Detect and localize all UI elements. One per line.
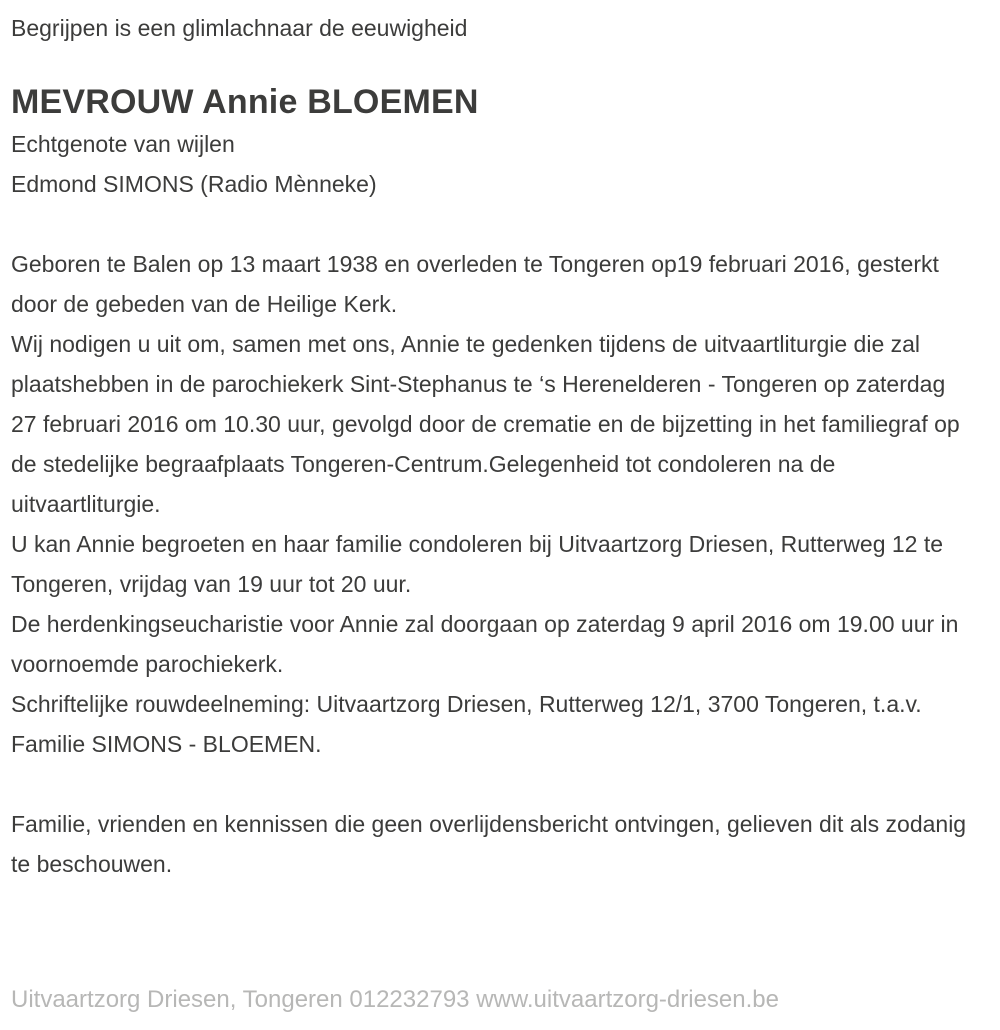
paragraph-memorial-mass: De herdenkingseucharistie voor Annie zal doorgaan op zaterdag 9 april 2016 om 19.00 uur in voornoemde parochiekerk. bbox=[11, 611, 959, 677]
subtitle-block bbox=[11, 124, 986, 204]
subtitle-relation: Echtgenote van wijlen bbox=[11, 131, 235, 157]
deceased-name-title: MEVROUW Annie BLOEMEN bbox=[11, 83, 479, 121]
subtitle-spouse: Edmond SIMONS (Radio Mènneke) bbox=[11, 171, 377, 197]
tagline: Begrijpen is een glimlachnaar de eeuwigheid bbox=[11, 15, 468, 41]
funeral-home-footer: Uitvaartzorg Driesen, Tongeren 012232793 www.uitvaartzorg-driesen.be bbox=[11, 986, 779, 1013]
paragraph-condolence-address: Schriftelijke rouwdeelneming: Uitvaartzorg Driesen, Rutterweg 12/1, 3700 Tongeren, t.a.v. Familie SIMONS - BLOEMEN. bbox=[11, 691, 922, 757]
paragraph-funeral-service: Wij nodigen u uit om, samen met ons, Annie te gedenken tijdens de uitvaartliturgie die zal plaatshebben in de parochiekerk Sint-Stephanus te ‘s Herenelderen - Tongeren op zaterdag 27 februari 2016 om 10.30 uur, gevolgd door de crematie en de bijzetting in het familiegraf op de stedelijke begraafplaats Tongeren-Centrum.Gelegenheid tot condoleren na de uitvaartliturgie. bbox=[11, 331, 960, 517]
announcement-body bbox=[11, 244, 976, 884]
paragraph-closing-note: Familie, vrienden en kennissen die geen overlijdensbericht ontvingen, gelieven dit als zodanig te beschouwen. bbox=[11, 811, 967, 877]
paragraph-birth-death: Geboren te Balen op 13 maart 1938 en overleden te Tongeren op19 februari 2016, gesterkt door de gebeden van de Heilige Kerk. bbox=[11, 251, 939, 317]
paragraph-visitation: U kan Annie begroeten en haar familie condoleren bij Uitvaartzorg Driesen, Rutterweg 12 te Tongeren, vrijdag van 19 uur tot 20 uur. bbox=[11, 531, 944, 597]
